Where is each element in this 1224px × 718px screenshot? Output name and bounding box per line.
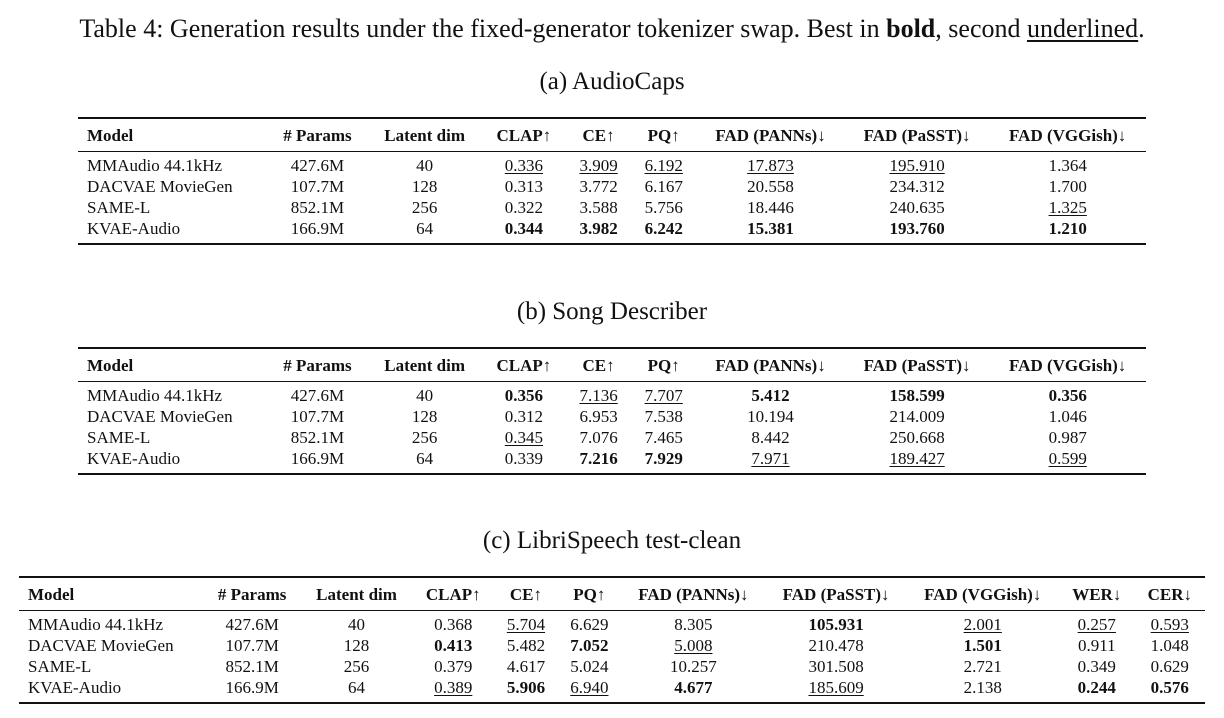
table-cell: 64: [348, 678, 366, 697]
table-cell: 128: [411, 177, 438, 196]
model-name-cell: KVAE-Audio: [87, 449, 181, 468]
table-cell: 40: [416, 156, 434, 175]
table-cell: 128: [343, 636, 370, 655]
column-header: FAD (PANNs)↓: [638, 584, 749, 604]
table-cell: 107.7M: [290, 177, 345, 196]
table-cell: 7.465: [644, 428, 683, 447]
table-cell: 0.344: [504, 219, 544, 238]
table-row: [78, 448, 1146, 474]
table-cell: 7.707: [644, 386, 683, 405]
table-cell: 0.629: [1150, 657, 1189, 676]
column-header: CE↑: [582, 125, 615, 145]
table-cell: 0.244: [1077, 678, 1116, 697]
table-row: [78, 218, 1146, 244]
column-header: # Params: [217, 584, 287, 604]
table-cell: 5.412: [751, 386, 790, 405]
table-cell: 852.1M: [290, 428, 345, 447]
model-name-cell: KVAE-Audio: [87, 219, 181, 238]
column-header: CLAP↑: [496, 125, 552, 145]
model-name-cell: SAME-L: [87, 198, 151, 217]
table-cell: 0.356: [504, 386, 544, 405]
table-cell: 10.194: [747, 407, 794, 426]
table-audiocaps: [78, 117, 1146, 245]
table-cell: 185.609: [808, 678, 864, 697]
table-cell: 5.024: [570, 657, 609, 676]
table-cell: 301.508: [808, 657, 864, 676]
table-cell: 166.9M: [290, 449, 345, 468]
column-header: CLAP↑: [496, 355, 552, 375]
column-header: PQ↑: [647, 125, 680, 145]
column-header: FAD (PANNs)↓: [715, 125, 826, 145]
column-header: FAD (VGGish)↓: [1009, 125, 1127, 145]
table-row: [78, 382, 1146, 407]
table-row: [19, 611, 1205, 636]
model-name-cell: KVAE-Audio: [28, 678, 122, 697]
table-row: [78, 197, 1146, 218]
table-row: [78, 176, 1146, 197]
table-cell: 210.478: [808, 636, 864, 655]
table-cell: 193.760: [889, 219, 945, 238]
caption-middle: , second: [935, 14, 1021, 43]
model-name-cell: MMAudio 44.1kHz: [87, 156, 223, 175]
caption-underline-word: underlined: [1026, 14, 1139, 43]
table-cell: 0.987: [1048, 428, 1087, 447]
column-header: Model: [28, 584, 75, 604]
table-cell: 427.6M: [290, 386, 345, 405]
table-cell: 20.558: [747, 177, 794, 196]
table-cell: 852.1M: [290, 198, 345, 217]
table-cell: 5.482: [506, 636, 546, 655]
table-cell: 166.9M: [225, 678, 279, 697]
header-row: [78, 348, 1146, 382]
table-cell: 0.257: [1077, 615, 1116, 634]
table-librispeech: [19, 576, 1205, 704]
column-header: FAD (PANNs)↓: [715, 355, 826, 375]
column-header: # Params: [283, 125, 352, 145]
column-header: CLAP↑: [425, 584, 481, 604]
table-cell: 5.008: [674, 636, 713, 655]
column-header: FAD (VGGish)↓: [1009, 355, 1127, 375]
table-song-describer: [78, 347, 1146, 475]
table-cell: 7.136: [579, 386, 618, 405]
table-cell: 3.772: [579, 177, 618, 196]
table-cell: 240.635: [889, 198, 945, 217]
table-cell: 17.873: [747, 156, 794, 175]
table-row: [19, 677, 1205, 703]
table-cell: 15.381: [747, 219, 794, 238]
table-cell: 6.242: [644, 219, 683, 238]
table-cell: 0.322: [504, 198, 544, 217]
model-name-cell: SAME-L: [28, 657, 92, 676]
subtable-title-librispeech: (c) LibriSpeech test-clean: [482, 527, 742, 554]
table-cell: 8.442: [751, 428, 790, 447]
table-cell: 1.700: [1048, 177, 1087, 196]
table-cell: 0.349: [1077, 657, 1116, 676]
table-cell: 256: [411, 428, 438, 447]
table-cell: 0.345: [504, 428, 544, 447]
table-cell: 64: [416, 219, 434, 238]
column-header: PQ↑: [647, 355, 680, 375]
table-cell: 40: [416, 386, 434, 405]
table-cell: 0.368: [434, 615, 473, 634]
table-cell: 4.677: [674, 678, 713, 697]
table-caption: [0, 10, 1224, 48]
table-cell: 6.167: [644, 177, 683, 196]
column-header: Model: [87, 355, 134, 375]
model-name-cell: SAME-L: [87, 428, 151, 447]
table-cell: 7.052: [570, 636, 609, 655]
table-cell: 0.911: [1077, 636, 1116, 655]
table-cell: 0.356: [1048, 386, 1087, 405]
table-cell: 128: [411, 407, 438, 426]
table-row: [19, 656, 1205, 677]
table-cell: 40: [348, 615, 366, 634]
header-row: [78, 118, 1146, 152]
table-cell: 0.336: [504, 156, 544, 175]
table-cell: 1.210: [1048, 219, 1087, 238]
table-cell: 427.6M: [290, 156, 345, 175]
model-name-cell: DACVAE MovieGen: [28, 636, 174, 655]
table-cell: 852.1M: [225, 657, 279, 676]
table-row: [78, 406, 1146, 427]
table-cell: 2.001: [963, 615, 1002, 634]
table-cell: 2.721: [963, 657, 1002, 676]
table-cell: 7.076: [579, 428, 618, 447]
caption-text: Generation results under the fixed-generator tokenizer swap. Best in: [169, 14, 880, 43]
model-name-cell: DACVAE MovieGen: [87, 407, 233, 426]
table-row: [78, 427, 1146, 448]
table-cell: 256: [411, 198, 438, 217]
table-cell: 1.048: [1150, 636, 1189, 655]
table-cell: 0.599: [1048, 449, 1087, 468]
table-cell: 6.192: [644, 156, 683, 175]
column-header: FAD (PaSST)↓: [782, 584, 890, 604]
table-cell: 105.931: [808, 615, 864, 634]
table-cell: 6.629: [570, 615, 609, 634]
column-header: Latent dim: [384, 355, 466, 375]
table-cell: 10.257: [670, 657, 717, 676]
table-row: [19, 635, 1205, 656]
model-name-cell: MMAudio 44.1kHz: [28, 615, 164, 634]
table-cell: 0.313: [504, 177, 544, 196]
column-header: Model: [87, 125, 134, 145]
table-cell: 2.138: [963, 678, 1002, 697]
table-cell: 0.576: [1150, 678, 1189, 697]
table-cell: 0.312: [504, 407, 544, 426]
subtable-title-song-describer: (b) Song Describer: [516, 298, 708, 325]
table-cell: 256: [343, 657, 370, 676]
table-cell: 5.906: [506, 678, 546, 697]
table-cell: 0.593: [1150, 615, 1189, 634]
table-cell: 0.379: [434, 657, 473, 676]
column-header: FAD (VGGish)↓: [924, 584, 1042, 604]
table-cell: 6.953: [579, 407, 618, 426]
column-header: Latent dim: [316, 584, 397, 604]
column-header: CER↓: [1147, 584, 1192, 604]
column-header: # Params: [283, 355, 352, 375]
column-header: CE↑: [509, 584, 542, 604]
caption-bold-word: bold: [886, 14, 936, 43]
table-cell: 3.982: [579, 219, 618, 238]
table-cell: 158.599: [889, 386, 945, 405]
table-cell: 1.325: [1048, 198, 1087, 217]
table-cell: 64: [416, 449, 434, 468]
table-cell: 250.668: [889, 428, 945, 447]
caption-label: Table 4:: [79, 14, 164, 43]
table-cell: 4.617: [506, 657, 546, 676]
table-cell: 5.704: [506, 615, 546, 634]
table-cell: 0.389: [434, 678, 473, 697]
table-cell: 427.6M: [225, 615, 279, 634]
table-cell: 8.305: [674, 615, 713, 634]
column-header: CE↑: [582, 355, 615, 375]
column-header: FAD (PaSST)↓: [863, 125, 971, 145]
header-row: [19, 577, 1205, 611]
table-cell: 6.940: [570, 678, 609, 697]
table-cell: 1.501: [963, 636, 1002, 655]
table-cell: 18.446: [747, 198, 794, 217]
table-cell: 0.339: [504, 449, 544, 468]
table-cell: 195.910: [889, 156, 945, 175]
table-cell: 7.216: [579, 449, 618, 468]
table-cell: 7.538: [644, 407, 683, 426]
table-cell: 7.929: [644, 449, 683, 468]
table-cell: 107.7M: [290, 407, 345, 426]
column-header: PQ↑: [573, 584, 606, 604]
column-header: FAD (PaSST)↓: [863, 355, 971, 375]
table-cell: 0.413: [434, 636, 473, 655]
model-name-cell: MMAudio 44.1kHz: [87, 386, 223, 405]
table-cell: 189.427: [889, 449, 945, 468]
table-cell: 107.7M: [225, 636, 279, 655]
column-header: Latent dim: [384, 125, 466, 145]
table-cell: 5.756: [644, 198, 683, 217]
table-cell: 3.909: [579, 156, 618, 175]
table-cell: 1.046: [1048, 407, 1087, 426]
column-header: WER↓: [1072, 584, 1122, 604]
caption-end: .: [1138, 14, 1145, 43]
table-cell: 7.971: [751, 449, 790, 468]
subtable-title-audiocaps: (a) AudioCaps: [539, 68, 685, 95]
model-name-cell: DACVAE MovieGen: [87, 177, 233, 196]
table-cell: 234.312: [889, 177, 945, 196]
table-cell: 3.588: [579, 198, 618, 217]
table-cell: 1.364: [1048, 156, 1087, 175]
table-cell: 214.009: [889, 407, 945, 426]
table-row: [78, 152, 1146, 177]
table-cell: 166.9M: [290, 219, 345, 238]
